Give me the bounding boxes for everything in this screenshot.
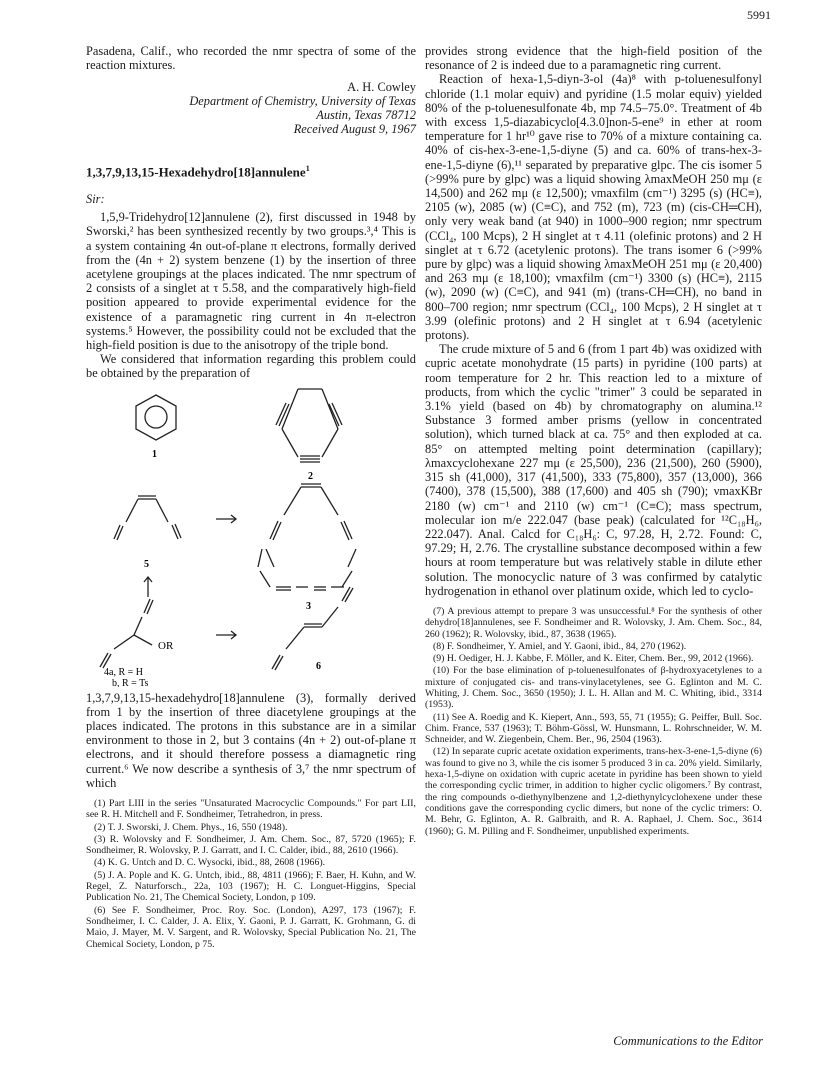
tridehydro-12-annulene	[276, 389, 342, 462]
label-6: 6	[316, 660, 321, 672]
article-title	[86, 162, 416, 180]
footnote: (10) For the base elimination of p-toluenesulfonates of β-hydroxyacetylenes to a mixture of conjugated cis- and trans-vinylacetylenes, see G. Eglinton and M. C. Whiting, J. Chem. Soc., 3650 (1950); J. L. H. Allan and M. C. Whiting, ibid., 3314 (1953).	[425, 665, 762, 711]
label-or: OR	[158, 639, 174, 652]
benzene-ring	[136, 395, 176, 440]
footnote: (2) T. J. Sworski, J. Chem. Phys., 16, 550 (1948).	[94, 821, 288, 833]
salutation: Sir:	[86, 191, 105, 206]
paragraph-2: We considered that information regarding this problem could be obtained by the preparation of	[86, 352, 416, 381]
title-footnote-ref: 1	[305, 164, 310, 174]
left-footnotes	[86, 798, 416, 950]
affiliation-line-1: Department of Chemistry, University of Texas	[189, 94, 416, 109]
right-column	[425, 44, 762, 838]
footnote: (3) R. Wolovsky and F. Sondheimer, J. Am. Chem. Soc., 87, 5720 (1965); F. Sondheimer, R. Wolovsky, P. J. Garratt, and I. C. Calder, ibid., 88, 2610 (1966).	[86, 833, 416, 857]
right-paragraph-3: The crude mixture of 5 and 6 (from 1 part 4b) was oxidized with cupric acetate monohydrate (15 parts) in pyridine (100 parts) at room temperature for 2 hr. This reaction led to a mixture of products, from which the cyclic "trimer" 3 could be separated in 3.1% yield (based on 4b) by chromatography on alumina.¹² Substance 3 formed amber prisms (yellow in concentrated solution), which turned black at ca. 75° and then exploded at ca. 85° on attempted melting point determination (capillary); λmaxcyclohexane 227 mμ (ε 25,500), 236 (21,500), 260 (5900), 315 sh (41,000), 317 (41,500), 333 (75,800), 357 (13,000), 366 (7400), 378 (15,500), 388 (17,600) and 405 sh (790); νmaxKBr 2180 (w) cm⁻¹ and 2110 (w) cm⁻¹ (C≡C); mass spectrum, molecular ion m/e 222.047 (base peak) (calculated for ¹²C₁₈H₆, 222.047). Anal. Calcd for C₁₈H₆: C, 97.28, H, 2.72. Found: C, 97.29; H, 2.76. The crystalline substance decomposed within a few hours at room temperature but was relatively stable in dilute ether solution. The monocyclic nature of 3 was confirmed by catalytic hydrogenation in ethanol over platinum oxide, which led to cyclo-	[425, 342, 762, 598]
trans-hexenediyne-6	[272, 587, 353, 670]
intro-text: Pasadena, Calif., who recorded the nmr spectra of some of the reaction mixtures.	[86, 44, 416, 73]
footnote: (5) J. A. Pople and K. G. Untch, ibid., 88, 4811 (1966); F. Baer, H. Kuhn, and W. Regel, Z. Naturforsch., 22a, 103 (1967); H. C. Longuet-Higgins, Special Publication No. 21, The Chemical Society, London, p 109.	[86, 869, 416, 904]
author-name: A. H. Cowley	[347, 80, 416, 95]
page-footer: Communications to the Editor	[613, 1034, 763, 1048]
received-date: Received August 9, 1967	[293, 122, 416, 137]
title-text: 1,3,7,9,13,15-Hexadehydro[18]annulene	[86, 164, 306, 180]
right-paragraph-2: Reaction of hexa-1,5-diyn-3-ol (4a)⁸ with p-toluenesulfonyl chloride (1.1 molar equiv) and pyridine (1.5 molar equiv) yielded 80% of the p-toluenesulfonate 4b, mp 74.5–75.0°. Treatment of 4b with excess 1,5-diazabicyclo[4.3.0]non-5-ene⁹ in ether at room temperature for 1 hr¹⁰ gave rise to 70% of a mixture containing ca. 40% of cis-hex-3-ene-1,5-diyne (5) and ca. 60% of trans-hex-3-ene-1,5-diyne (6),¹¹ separated by preparative glpc. The cis isomer 5 (>99% pure by glpc) was a liquid showing λmaxMeOH 250 mμ (ε 14,500) and 262 mμ (ε 12,500); νmaxfilm (cm⁻¹) 3295 (s) (HC≡), 2105 (w), 2085 (w) (C≡C), and 752 (m), 723 (m) (cis-CH═CH), only very weak band (at 940) in 1000–900 region; nmr spectrum (CCl₄, 100 Mcps), 2 H singlet at τ 4.11 (olefinic protons) and 2 H singlet at τ 6.72 (acetylenic protons). The trans isomer 6 (>99% pure by glpc) was a liquid showing λmaxMeOH 251 mμ (ε 20,400) and 263 mμ (ε 18,100); νmaxfilm (cm⁻¹) 3300 (s) (HC≡), 2115 (w), 2090 (w) (C≡C), and 941 (m) (trans-CH═CH), no band in 800–700 region; nmr spectrum (CCl₄, 100 Mcps), 2 H singlet at τ 3.99 (olefinic protons) and 2 H singlet at τ 6.94 (acetylenic protons).	[425, 72, 762, 343]
paragraph-3: 1,3,7,9,13,15-hexadehydro[18]annulene (3), formally derived from 1 by the insertion of three diacetylene groupings at the places indicated. The protons in this substance are in a similar environment to those in 2, but 3 contains (4n + 2) out-of-plane π electrons, and it should therefore possess a diamagnetic ring current.⁶ We now describe a synthesis of 3,⁷ the nmr spectrum of which	[86, 690, 416, 790]
footnote: (1) Part LIII in the series "Unsaturated Macrocyclic Compounds." For part LII, see R. H. Mitchell and F. Sondheimer, Tetrahedron, in press.	[86, 798, 416, 821]
label-1: 1	[152, 448, 157, 460]
footnote: (6) See F. Sondheimer, Proc. Roy. Soc. (London), A297, 173 (1967); F. Sondheimer, I. C. Calder, J. A. Elix, Y. Gaoni, P. J. Garratt, K. Grohmann, G. di Maio, J. Mayer, M. V. Sargent, and R. Wolovsky, Special Publication No. 21, The Chemical Society, London, p 75.	[86, 904, 416, 950]
cis-hexenediyne-5	[114, 496, 181, 540]
label-4b: b, R = Ts	[112, 677, 149, 687]
benzene-aromatic-circle	[145, 406, 167, 428]
left-column	[86, 44, 416, 951]
footnote: (11) See A. Roedig and K. Kiepert, Ann., 593, 55, 71 (1955); G. Peiffer, Bull. Soc. Chim. France, 537 (1963); T. Böhm-Gössl, W. Hunsmann, L. Rohrschneider, W. M. Schneider, and W. Ziegenbein, Chem. Ber., 96, 2504 (1963).	[425, 711, 762, 746]
page-number: 5991	[747, 8, 771, 22]
label-2: 2	[308, 470, 313, 482]
label-5: 5	[144, 558, 149, 570]
footnote: (8) F. Sondheimer, Y. Amiel, and Y. Gaoni, ibid., 84, 270 (1962).	[433, 640, 687, 652]
label-4a: 4a, R = H	[104, 666, 143, 678]
footnote: (9) H. Oediger, H. J. Kabbe, F. Möller, and K. Eiter, Chem. Ber., 99, 2012 (1966).	[433, 653, 754, 665]
footnote: (4) K. G. Untch and D. C. Wysocki, ibid., 88, 2608 (1966).	[94, 857, 326, 869]
structures-svg	[86, 387, 416, 687]
author-block	[86, 80, 416, 136]
hexadiynol-4	[100, 599, 153, 668]
paragraph-1: 1,5,9-Tridehydro[12]annulene (2), first discussed in 1948 by Sworski,² has been synthesized recently by two groups.³,⁴ This is a system containing 4n out-of-plane π electrons, formally derived from the (4n + 2) system benzene (1) by the insertion of three acetylene groupings at the places indicated. The nmr spectrum of 2 consists of a singlet at τ 5.58, and the comparatively high-field position appeared to provide experimental evidence for the existence of a paramagnetic ring current in 4n π-electron systems.⁵ However, the possibility could not be excluded that the high-field position is due to the anisotropy of the triple bond.	[86, 210, 416, 352]
label-3: 3	[306, 600, 311, 612]
footnote: (7) A previous attempt to prepare 3 was unsuccessful.⁸ For the synthesis of other dehydro[18]annulenes, see F. Sondheimer and R. Wolovsky, J. Am. Chem. Soc., 84, 260 (1962); R. Wolovsky, ibid., 87, 3638 (1965).	[425, 605, 762, 640]
structure-figure	[86, 387, 416, 687]
right-paragraph-1: provides strong evidence that the high-field position of the resonance of 2 is indeed due to a paramagnetic ring current.	[425, 44, 762, 73]
affiliation-line-2: Austin, Texas 78712	[316, 108, 416, 123]
right-footnotes	[425, 606, 762, 837]
hexadehydro-18-annulene	[258, 484, 356, 590]
footnote: (12) In separate cupric acetate oxidation experiments, trans-hex-3-ene-1,5-diyne (6) was found to give no 3, while the cis isomer 5 produced 3 in ca. 20% yield. Similarly, hexa-1,5-diyne on oxidation with cupric acetate in pyridine has been shown to yield the corresponding cyclic trimer, in addition to higher cyclic oligomers.⁷ By contrast, the ring compounds o-diethynylbenzene and 1,2-diethynylcyclohexene under these conditions gave the corresponding cyclic dimers, but none of the cyclic trimers: O. M. Behr, G. Eglinton, A. R. Galbraith, and R. A. Raphael, J. Chem. Soc., 3614 (1960); G. M. Pilling and F. Sondheimer, unpublished experiments.	[425, 746, 762, 837]
